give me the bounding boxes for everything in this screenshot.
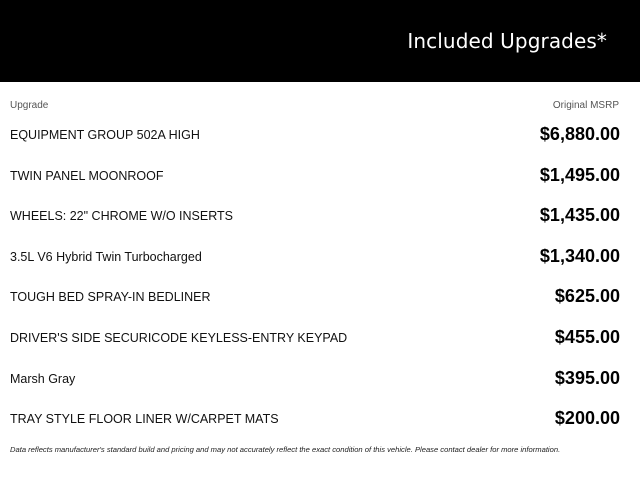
- upgrade-name: WHEELS: 22" CHROME W/O INSERTS: [10, 209, 233, 224]
- column-header-msrp: Original MSRP: [552, 100, 619, 111]
- table-row: [0, 278, 640, 319]
- upgrade-price: $625.00: [554, 286, 620, 307]
- upgrade-price: $1,435.00: [539, 205, 620, 226]
- upgrade-price: $6,880.00: [539, 124, 620, 144]
- table-row: [0, 238, 640, 279]
- table-row: [0, 197, 640, 238]
- upgrade-name: Marsh Gray: [10, 371, 76, 386]
- column-header-upgrade: Upgrade: [10, 100, 49, 111]
- upgrade-price: $200.00: [554, 408, 620, 429]
- page-title: Included Upgrades*: [407, 29, 607, 53]
- disclaimer-text: Data reflects manufacturer's standard build and pricing and may not accurately reflect the exact condition of this vehicle. Please contact dealer for more information.: [10, 445, 561, 454]
- upgrade-name: TOUGH BED SPRAY-IN BEDLINER: [10, 290, 211, 305]
- upgrade-price: $455.00: [554, 326, 620, 347]
- upgrade-name: TRAY STYLE FLOOR LINER W/CARPET MATS: [10, 412, 279, 427]
- upgrade-price: $395.00: [554, 367, 620, 388]
- upgrade-name: TWIN PANEL MOONROOF: [10, 168, 164, 183]
- upgrade-name: EQUIPMENT GROUP 502A HIGH: [10, 128, 200, 142]
- upgrades-table: [0, 116, 640, 441]
- table-row: [0, 400, 640, 441]
- table-row: [0, 360, 640, 401]
- table-row: [0, 319, 640, 360]
- upgrade-price: $1,495.00: [539, 164, 620, 185]
- upgrade-name: 3.5L V6 Hybrid Twin Turbocharged: [10, 249, 202, 264]
- header-bar: [0, 0, 640, 82]
- upgrade-name: DRIVER'S SIDE SECURICODE KEYLESS-ENTRY KEYPAD: [10, 330, 348, 345]
- upgrade-price: $1,340.00: [539, 245, 620, 266]
- table-row: [0, 116, 640, 157]
- table-row: [0, 157, 640, 198]
